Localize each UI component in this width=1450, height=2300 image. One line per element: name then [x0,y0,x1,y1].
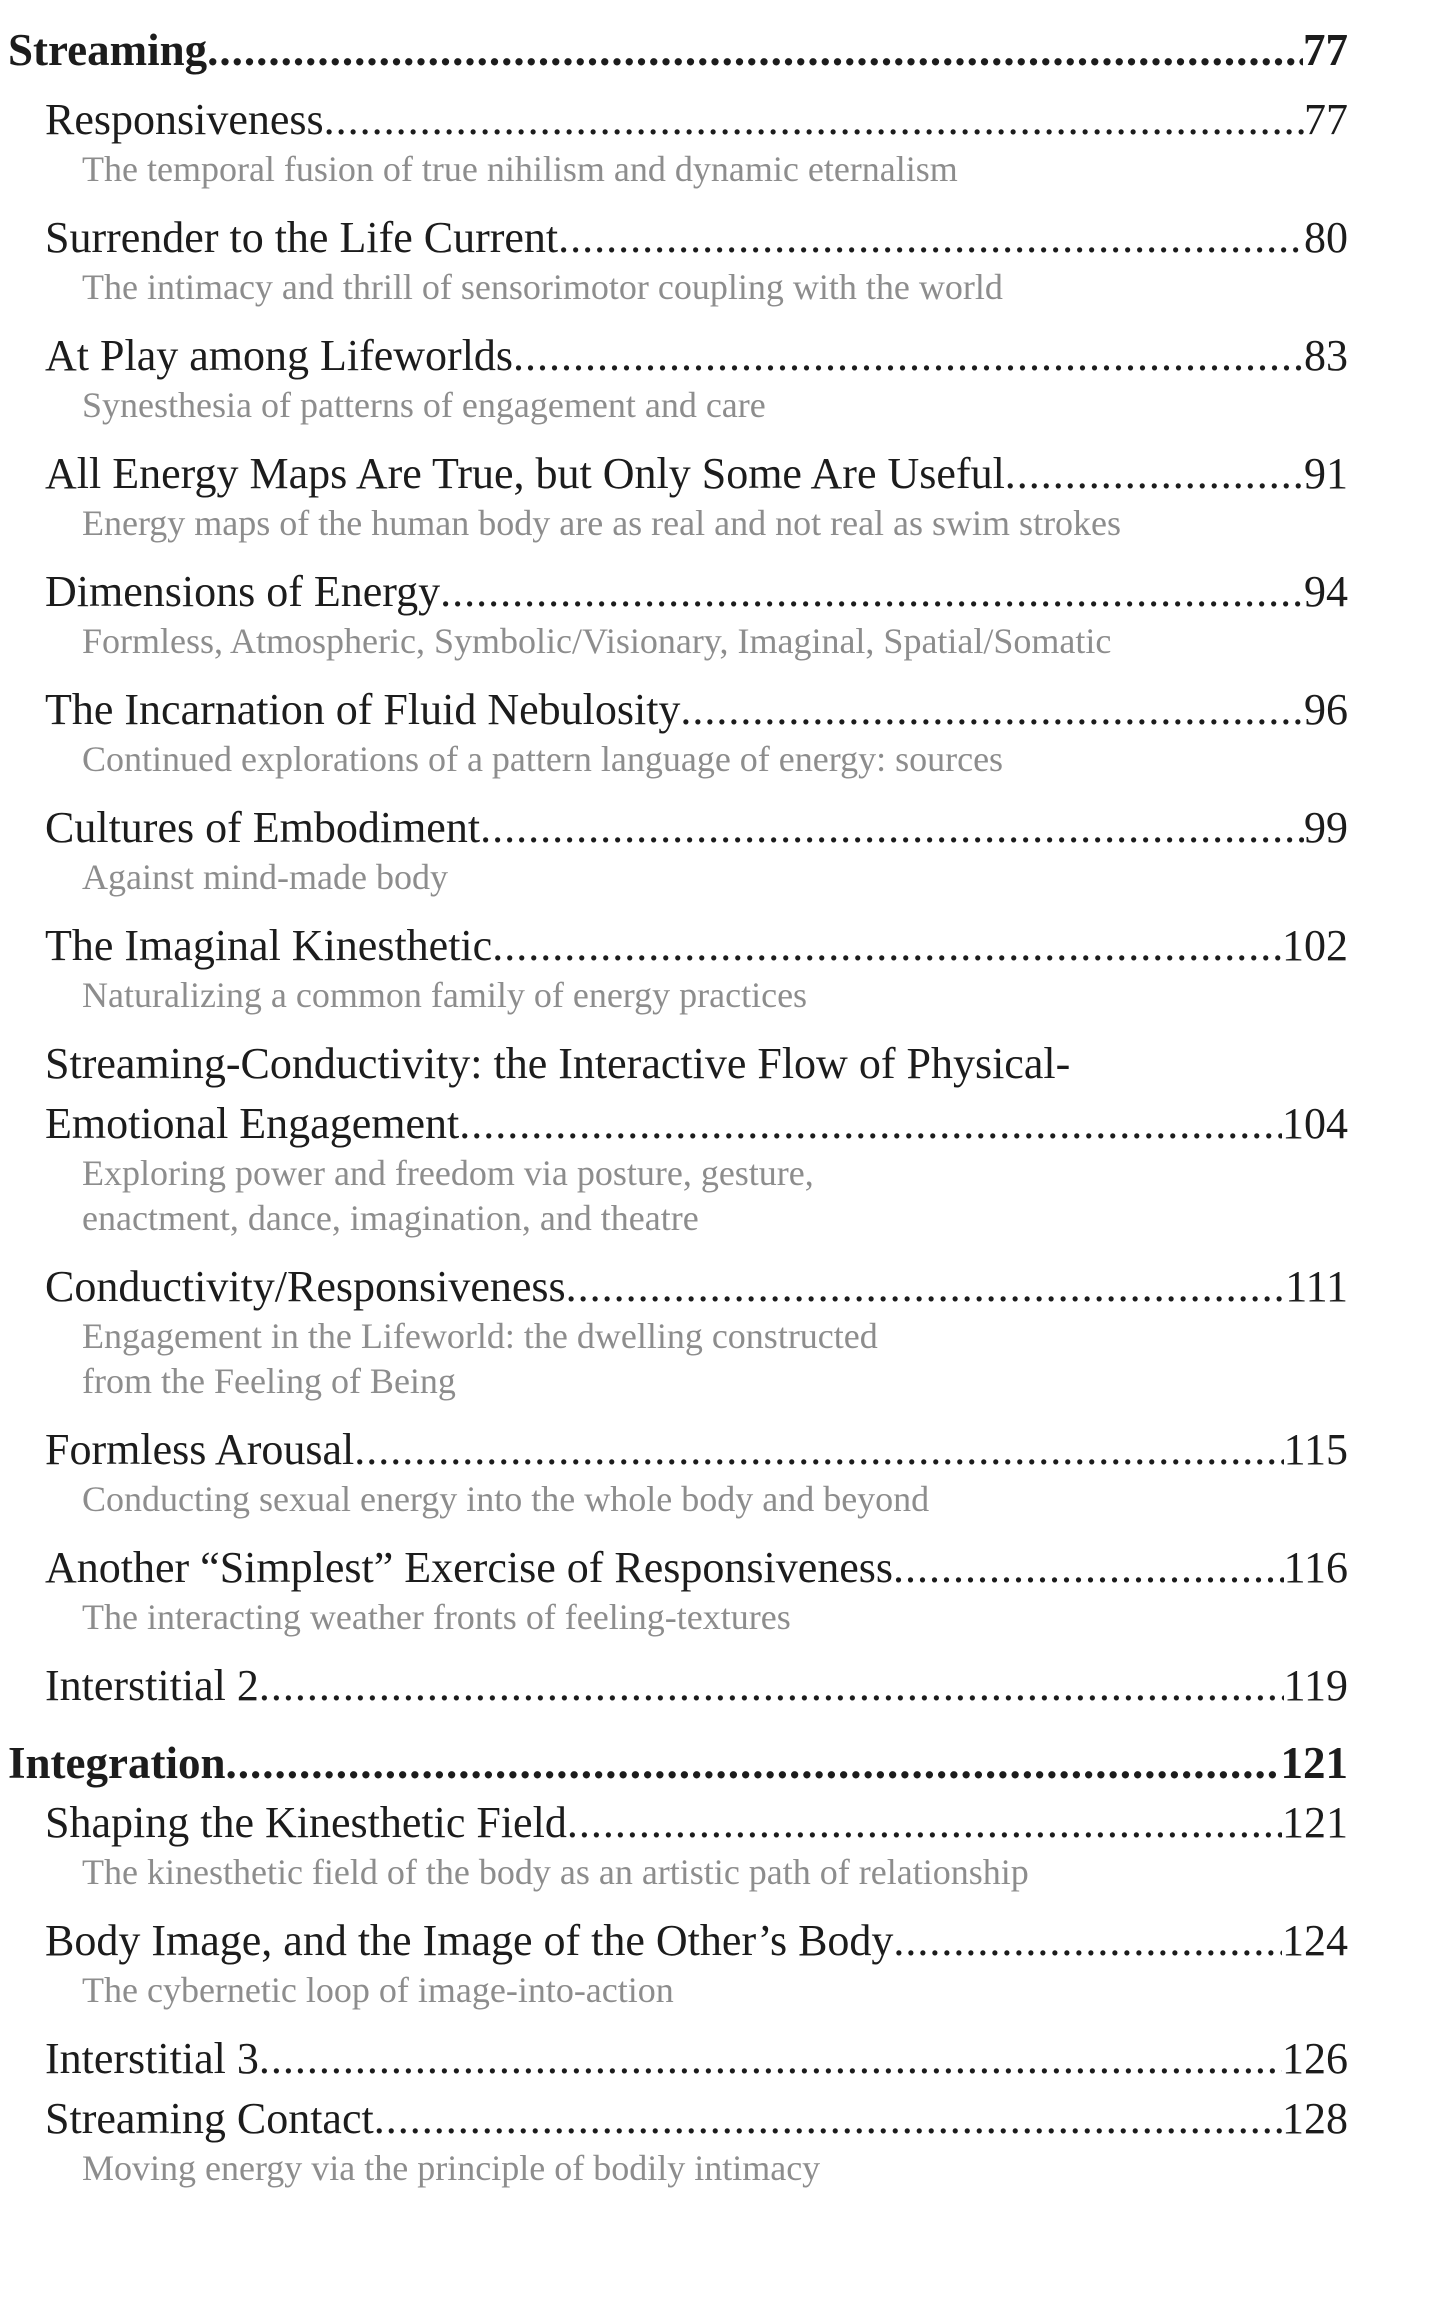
dot-leader [893,1915,1282,1966]
toc-page-number: 126 [1282,2034,1348,2083]
toc-page-number: 91 [1304,449,1348,498]
toc-entry [45,1915,1348,1966]
toc-entry [45,802,1348,853]
toc-entry [45,1797,1348,1848]
toc-entry [45,1424,1348,1475]
toc-entry-description: The intimacy and thrill of sensorimotor coupling with the world [82,267,1003,307]
toc-entry [45,330,1348,381]
toc-entry-title: Interstitial 2 [45,1661,259,1710]
dot-leader [513,330,1304,381]
toc-page-number: 83 [1304,331,1348,380]
toc-entry-description: Moving energy via the principle of bodily intimacy [82,2148,821,2188]
toc-entry [45,684,1348,735]
toc-entry [45,920,1348,971]
toc-entry-title: Streaming Contact [45,2094,374,2143]
toc-part-integration [8,1737,1348,1789]
toc-entry-description: The temporal fusion of true nihilism and dynamic eternalism [82,149,958,189]
toc-page-number: 128 [1282,2094,1348,2143]
dot-leader [226,1737,1281,1789]
toc-entry-description: Continued explorations of a pattern language of energy: sources [82,739,1004,779]
toc-page-number: 116 [1283,1543,1348,1592]
toc-page-number: 111 [1285,1262,1348,1311]
toc-page-number: 121 [1280,1738,1348,1788]
toc-entry-title: Conductivity/Responsiveness [45,1262,566,1311]
dot-leader [680,684,1304,735]
toc-entry-title: Shaping the Kinesthetic Field [45,1798,567,1847]
dot-leader [374,2093,1282,2144]
toc-page-number: 96 [1304,685,1348,734]
dot-leader [207,24,1303,76]
dot-leader [558,212,1304,263]
dot-leader [440,566,1304,617]
dot-leader [1005,448,1304,499]
toc-entry-description: The kinesthetic field of the body as an artistic path of relationship [82,1852,1029,1892]
toc-entry-title-line: Streaming-Conductivity: the Interactive Flow of Physical- [45,1039,1071,1088]
toc-entry [45,566,1348,617]
toc-entry-title: Formless Arousal [45,1425,355,1474]
toc-entry-title: Surrender to the Life Current [45,213,559,262]
toc-entry [45,448,1348,499]
toc-entry-description: The cybernetic loop of image-into-action [82,1970,674,2010]
toc-page-number: 104 [1282,1099,1348,1148]
dot-leader [459,1098,1282,1149]
toc-page-number: 80 [1304,213,1348,262]
dot-leader [566,1261,1286,1312]
dot-leader [480,802,1304,853]
dot-leader [567,1797,1282,1848]
toc-page-number: 77 [1303,25,1348,75]
dot-leader [492,920,1282,971]
toc-entry-description: Synesthesia of patterns of engagement and care [82,385,766,425]
toc-part-streaming [8,24,1348,76]
toc-entry-description: from the Feeling of Being [82,1361,456,1401]
toc-entry-title: Dimensions of Energy [45,567,441,616]
toc-entry [45,1542,1348,1593]
toc-entry [45,94,1348,145]
toc-entry [45,2033,1348,2084]
toc-entry-title: At Play among Lifeworlds [45,331,514,380]
toc-entry-title: Emotional Engagement [45,1099,460,1148]
toc-entry-title: The Incarnation of Fluid Nebulosity [45,685,681,734]
toc-entry-title: Body Image, and the Image of the Other’s Body [45,1916,894,1965]
toc-entry-title: All Energy Maps Are True, but Only Some Are Useful [45,449,1005,498]
toc-entry-description: The interacting weather fronts of feeling-textures [82,1597,791,1637]
toc-entry-description: Engagement in the Lifeworld: the dwelling constructed [82,1316,878,1356]
toc-entry-title: Interstitial 3 [45,2034,259,2083]
toc-page-number: 124 [1282,1916,1348,1965]
toc-entry-description: Exploring power and freedom via posture, gesture, [82,1153,814,1193]
toc-entry-description: Conducting sexual energy into the whole body and beyond [82,1479,930,1519]
toc-page-number: 119 [1283,1661,1348,1710]
dot-leader [354,1424,1283,1475]
toc-entry [45,1098,1348,1149]
toc-entry-description: Against mind-made body [82,857,448,897]
dot-leader [893,1542,1284,1593]
toc-entry-title: Another “Simplest” Exercise of Responsiveness [45,1543,894,1592]
toc-entry-description: Formless, Atmospheric, Symbolic/Visionary, Imaginal, Spatial/Somatic [82,621,1112,661]
toc-entry-description: Naturalizing a common family of energy practices [82,975,808,1015]
toc-entry-description: Energy maps of the human body are as real and not real as swim strokes [82,503,1122,543]
toc-entry-title: Responsiveness [45,95,324,144]
toc-part-title: Streaming [8,25,208,75]
toc-page-number: 102 [1282,921,1348,970]
toc-page-number: 94 [1304,567,1348,616]
toc-entry [45,1660,1348,1711]
toc-page-number: 121 [1282,1798,1348,1847]
dot-leader [324,94,1304,145]
toc-part-title: Integration [8,1738,226,1788]
toc-entry-title: Cultures of Embodiment [45,803,481,852]
toc-entry [45,1261,1348,1312]
toc-page-number: 115 [1283,1425,1348,1474]
dot-leader [259,1660,1284,1711]
toc-page-number: 99 [1304,803,1348,852]
toc-entry-title: The Imaginal Kinesthetic [45,921,493,970]
dot-leader [259,2033,1282,2084]
toc-entry-description: enactment, dance, imagination, and theatre [82,1198,699,1238]
toc-entry [45,2093,1348,2144]
toc-entry [45,212,1348,263]
toc-page-number: 77 [1304,95,1348,144]
